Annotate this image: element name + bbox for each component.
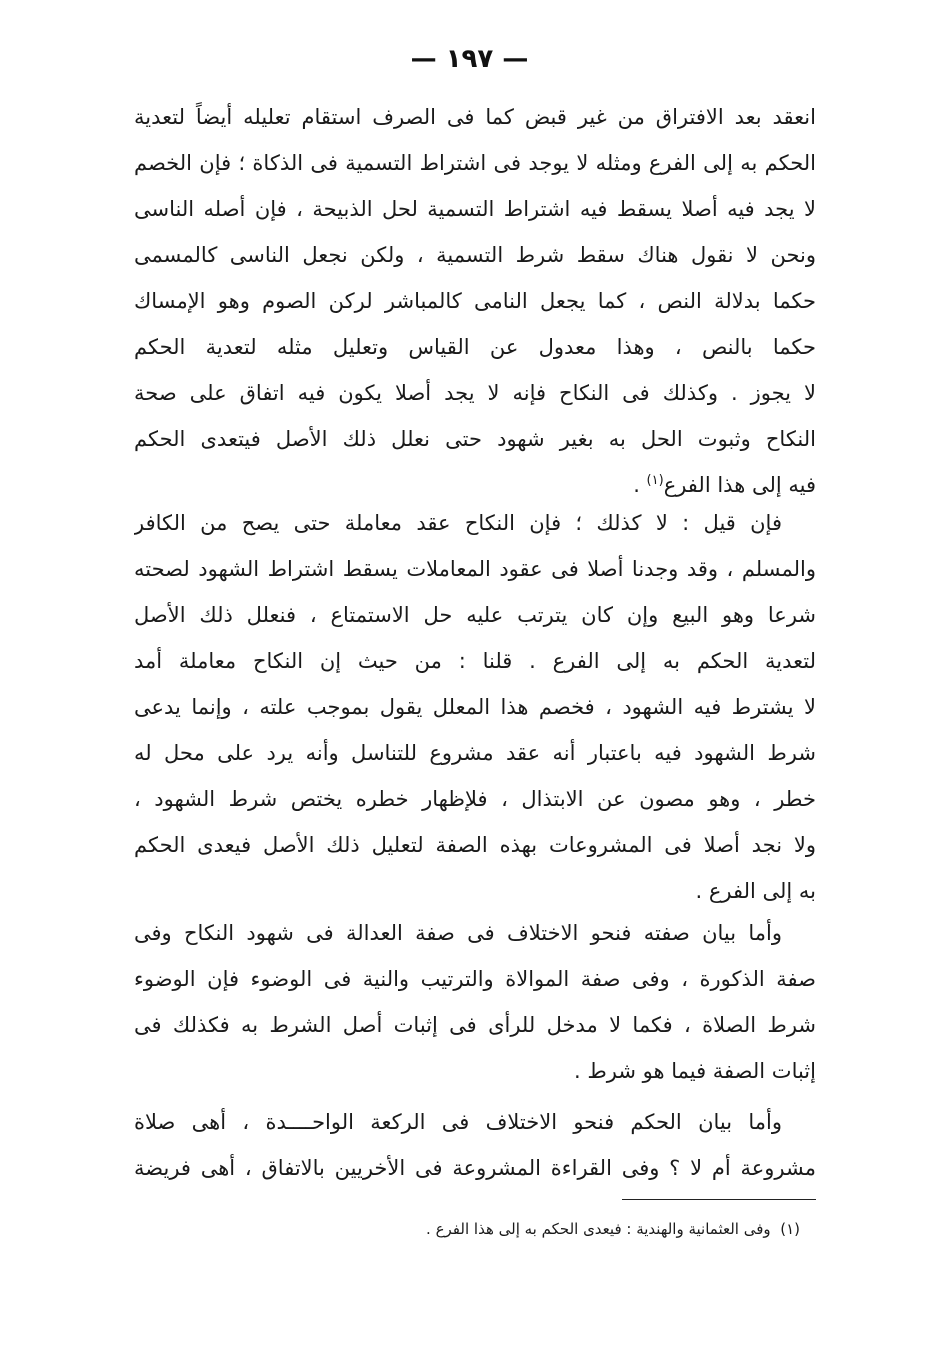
text-line: لا يجد فيه أصلا يسقط فيه اشتراط التسمية لحل الذبيحة ، فإن أصله الناسى xyxy=(134,197,816,221)
text-line: شرعا وهو البيع وإن كان يترتب عليه حل الاستمتاع ، فنعلل ذلك الأصل xyxy=(134,603,816,627)
sentence-end: . xyxy=(633,473,647,497)
text-line: حكما بدلالة النص ، كما يجعل النامى كالمباشر لركن الصوم وهو الإمساك xyxy=(134,289,816,313)
footnote-number: (١) xyxy=(780,1220,800,1238)
text-line: شرط الصلاة ، فكما لا مدخل للرأى فى إثبات أصل الشرط به فكذلك فى xyxy=(134,1013,816,1037)
text-line: حكما بالنص ، وهذا معدول عن القياس وتعليل مثله لتعدية الحكم xyxy=(134,335,816,359)
text-line: شرط الشهود فيه باعتبار أنه عقد مشروع للتناسل وأنه يرد على محل له xyxy=(134,741,816,765)
text-line: وأما بيان صفته فنحو الاختلاف فى صفة العدالة فى شهود النكاح وفى xyxy=(134,921,782,945)
footnote-text: وفى العثمانية والهندية : فيعدى الحكم به إلى هذا الفرع . xyxy=(426,1220,771,1238)
text-line: مشروعة أم لا ؟ وفى القراءة المشروعة فى الأخريين بالاتفاق ، أهى فريضة xyxy=(134,1156,816,1180)
text-line: خطر ، وهو مصون عن الابتذال ، فلإظهار خطره يختص شرط الشهود ، xyxy=(134,787,816,811)
text-line: إثبات الصفة فيما هو شرط . xyxy=(573,1059,816,1083)
paragraph-1 xyxy=(134,94,816,508)
text-line: ولا نجد أصلا فى المشروعات بهذه الصفة لتعليل ذلك الأصل فيعدى الحكم xyxy=(134,833,816,857)
text-line: انعقد بعد الافتراق من غير قبض كما فى الصرف استقام تعليله أيضاً لتعدية xyxy=(134,105,816,129)
text-line: والمسلم ، وقد وجدنا أصلا فى عقود المعاملات يسقط اشتراط الشهود لصحته xyxy=(134,557,816,581)
paragraph-4 xyxy=(134,1099,816,1191)
text-line: وأما بيان الحكم فنحو الاختلاف فى الركعة الواحــــدة ، أهى صلاة xyxy=(134,1110,782,1134)
text-line: صفة الذكورة ، وفى صفة الموالاة والترتيب والنية فى الوضوء فإن الوضوء xyxy=(134,967,816,991)
text-line: النكاح وثبوت الحل به بغير شهود حتى نعلل ذلك الأصل فيتعدى الحكم xyxy=(134,427,816,451)
text-line: الحكم به إلى الفرع ومثله لا يوجد فى اشتراط التسمية فى الذكاة ؛ فإن الخصم xyxy=(134,151,816,175)
text-line: لتعدية الحكم به إلى الفرع . قلنا : من حيث إن النكاح معاملة أمد xyxy=(134,649,816,673)
text-line: ونحن لا نقول هناك سقط شرط التسمية ، ولكن نجعل الناسى كالمسمى xyxy=(134,243,816,267)
footnote xyxy=(300,1214,800,1244)
page-number: — ١٩٧ — xyxy=(410,44,529,74)
footnote-reference: (١) xyxy=(646,473,664,488)
text-line: لا يشترط فيه الشهود ، فخصم هذا المعلل يقول بموجب علته ، وإنما يدعى xyxy=(134,695,816,719)
paragraph-3 xyxy=(134,910,816,1094)
text-span: فيه إلى هذا الفرع xyxy=(663,473,816,497)
footnote-separator xyxy=(622,1199,816,1200)
text-line: فإن قيل : لا كذلك ؛ فإن النكاح عقد معاملة حتى يصح من الكافر xyxy=(134,511,782,535)
text-line: به إلى الفرع . xyxy=(695,879,816,903)
paragraph-2 xyxy=(134,500,816,914)
text-line: لا يجوز . وكذلك فى النكاح فإنه لا يجد أصلا يكون فيه اتفاق على صحة xyxy=(134,381,816,405)
